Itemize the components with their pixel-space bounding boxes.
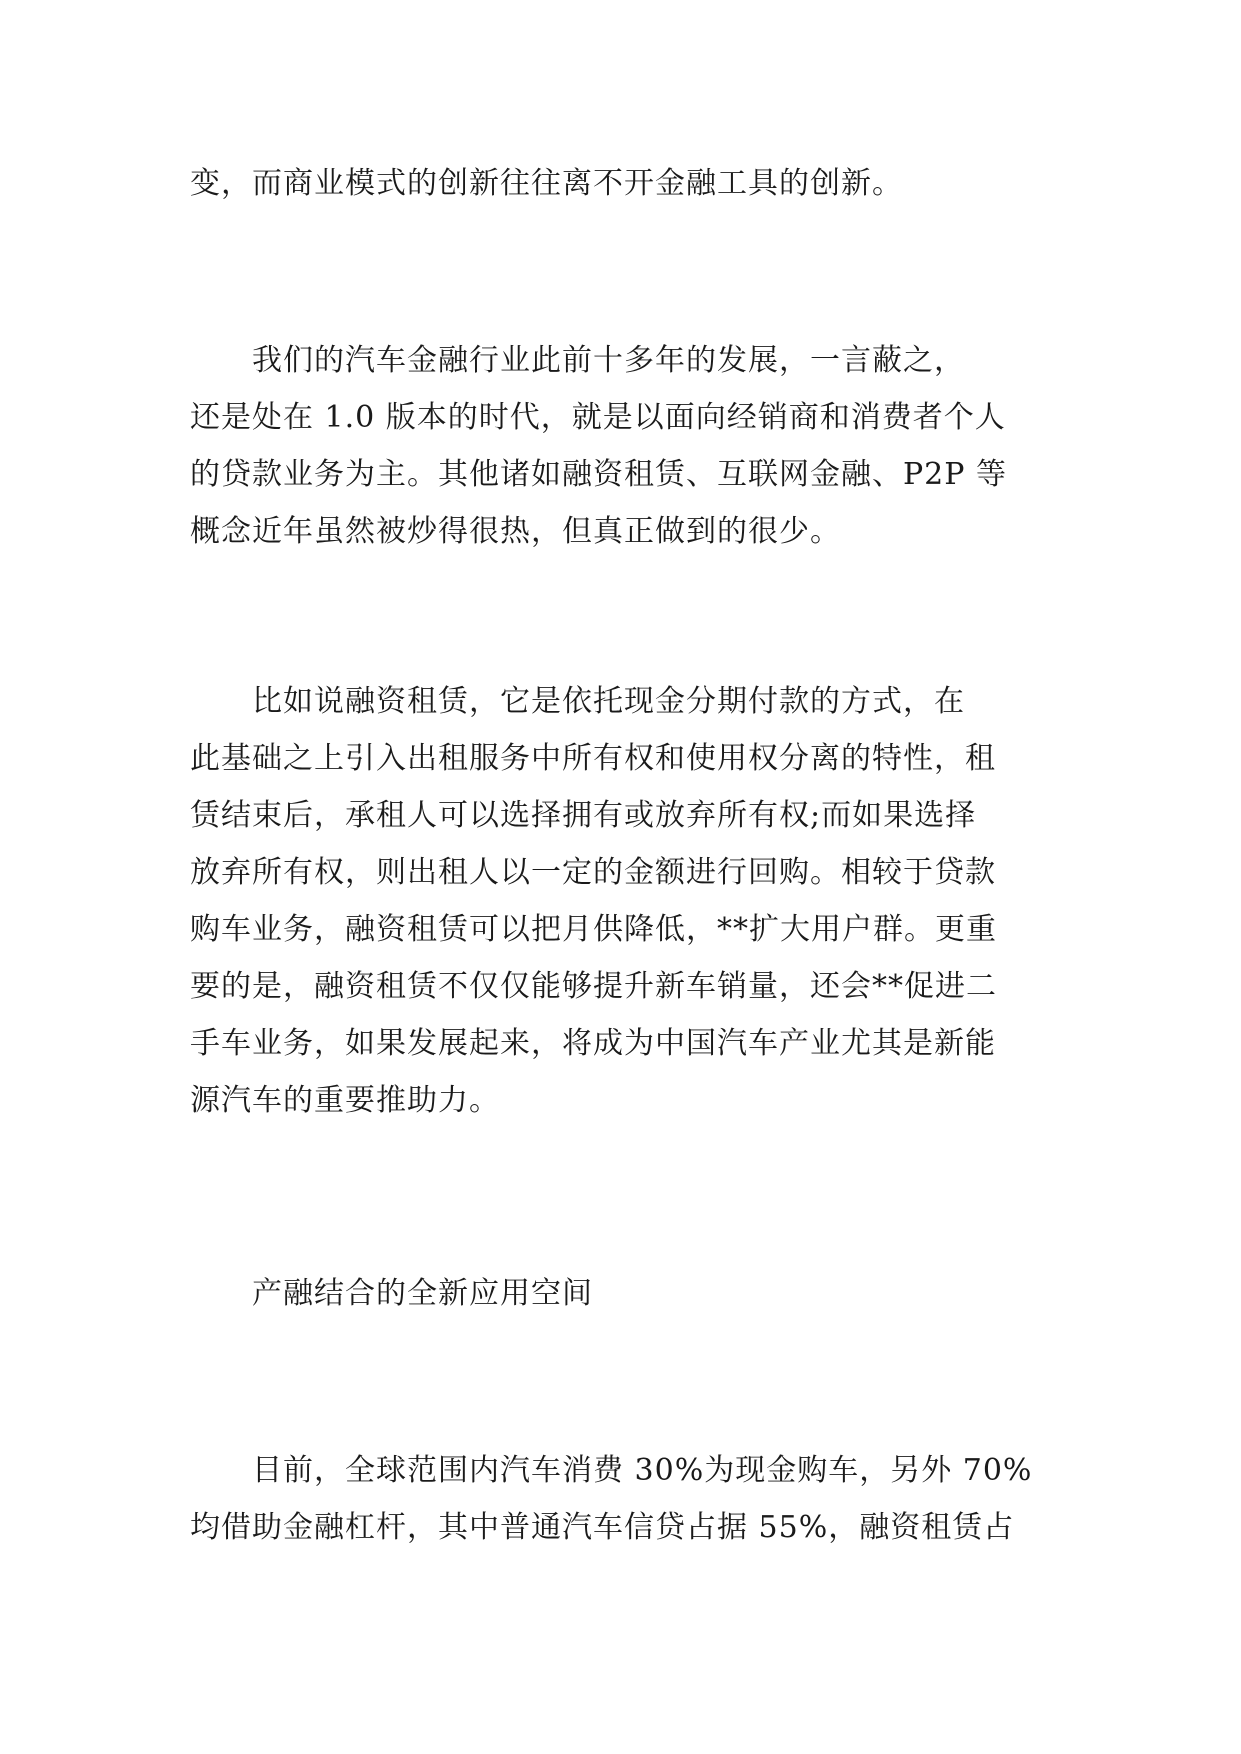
- paragraph-2: [190, 332, 1050, 560]
- paragraph-1: [190, 155, 1050, 212]
- text-line: 目前，全球范围内汽车消费 30%为现金购车，另外 70%: [190, 1453, 1033, 1488]
- text-line: 比如说融资租赁，它是依托现金分期付款的方式，在: [190, 684, 965, 719]
- text-line: 源汽车的重要推助力。: [190, 1083, 500, 1118]
- text-line: 放弃所有权，则出租人以一定的金额进行回购。相较于贷款: [190, 855, 996, 890]
- text-line: 手车业务，如果发展起来，将成为中国汽车产业尤其是新能: [190, 1026, 996, 1061]
- text-line: 产融结合的全新应用空间: [190, 1276, 593, 1311]
- section-heading: [190, 1265, 1050, 1322]
- text-line: 的贷款业务为主。其他诸如融资租赁、互联网金融、P2P 等: [190, 457, 1007, 492]
- text-line: 均借助金融杠杆，其中普通汽车信贷占据 55%，融资租赁占: [190, 1510, 1015, 1545]
- text-line: 此基础之上引入出租服务中所有权和使用权分离的特性，租: [190, 741, 996, 776]
- text-line: 赁结束后，承租人可以选择拥有或放弃所有权;而如果选择: [190, 798, 977, 833]
- text-line: 要的是，融资租赁不仅仅能够提升新车销量，还会**促进二: [190, 969, 997, 1004]
- text-line: 购车业务，融资租赁可以把月供降低，**扩大用户群。更重: [190, 912, 997, 947]
- text-line: 变，而商业模式的创新往往离不开金融工具的创新。: [190, 166, 903, 201]
- text-line: 我们的汽车金融行业此前十多年的发展，一言蔽之，: [190, 343, 965, 378]
- text-line: 概念近年虽然被炒得很热，但真正做到的很少。: [190, 514, 841, 549]
- text-line: 还是处在 1.0 版本的时代，就是以面向经销商和消费者个人: [190, 400, 1006, 435]
- paragraph-3: [190, 673, 1050, 1129]
- paragraph-5: [190, 1442, 1050, 1556]
